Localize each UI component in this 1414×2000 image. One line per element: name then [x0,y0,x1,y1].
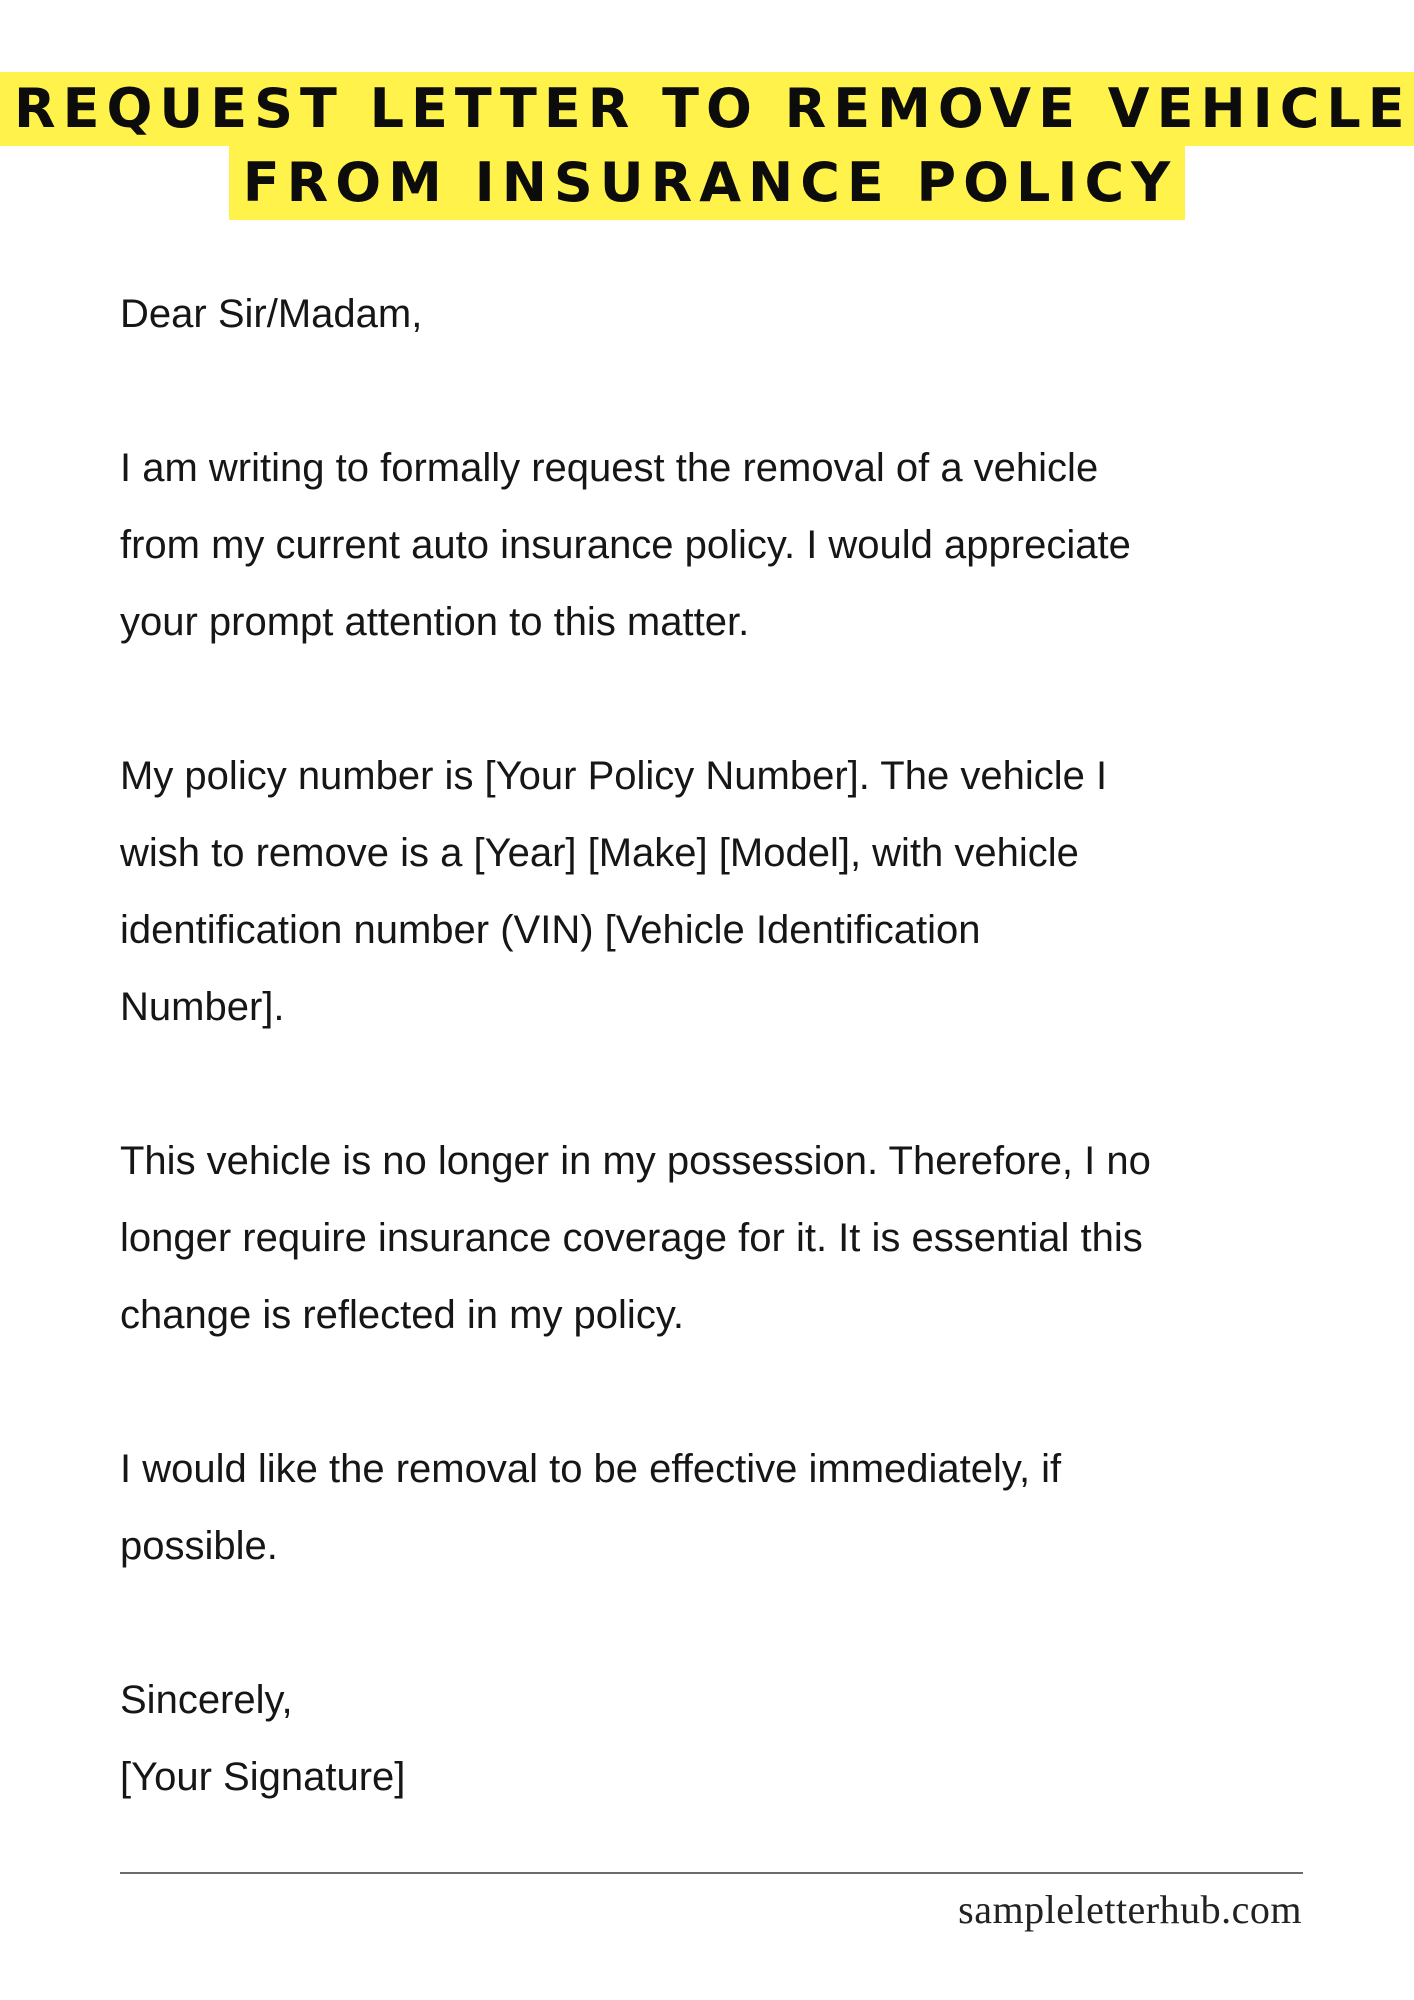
paragraph-line: from my current auto insurance policy. I would appreciate [120,523,1131,567]
title-line-1: REQUEST LETTER TO REMOVE VEHICLE [0,72,1414,146]
paragraph-line: This vehicle is no longer in my possession. Therefore, I no [120,1139,1151,1183]
paragraph-line: Number]. [120,985,285,1029]
paragraph-line: I would like the removal to be effective immediately, if [120,1447,1062,1491]
title-line-2: FROM INSURANCE POLICY [229,146,1186,220]
paragraph-effective-date [120,1431,1370,1585]
letter-title [0,72,1414,220]
paragraph-line: wish to remove is a [Year] [Make] [Model], with vehicle [120,831,1079,875]
salutation [120,276,1370,353]
paragraph-request [120,430,1370,661]
closing-text: Sincerely, [120,1678,293,1722]
paragraph-line: longer require insurance coverage for it. It is essential this [120,1216,1143,1260]
sign-off [120,1662,1370,1816]
signature-placeholder: [Your Signature] [120,1755,406,1799]
salutation-text: Dear Sir/Madam, [120,292,423,336]
paragraph-line: your prompt attention to this matter. [120,600,750,644]
paragraph-line: change is reflected in my policy. [120,1293,684,1337]
paragraph-line: identification number (VIN) [Vehicle Identification [120,908,981,952]
letter-body [120,276,1370,1816]
website-label: sampleletterhub.com [958,1887,1302,1932]
paragraph-reason [120,1123,1370,1354]
paragraph-line: I am writing to formally request the removal of a vehicle [120,446,1099,490]
paragraph-line: My policy number is [Your Policy Number]. The vehicle I [120,754,1108,798]
paragraph-vehicle-details [120,738,1370,1046]
footer-divider [120,1872,1303,1874]
paragraph-line: possible. [120,1524,278,1568]
